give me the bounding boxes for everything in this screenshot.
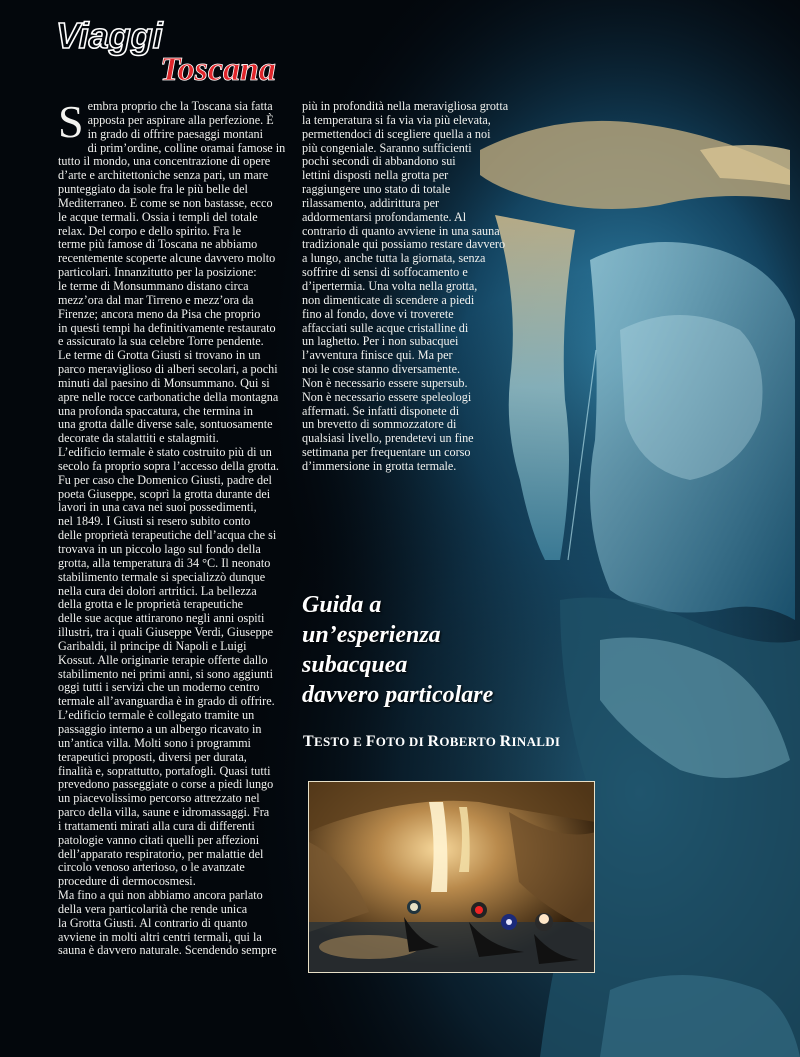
- text-line: particolari. Innanzitutto per la posizione:: [58, 265, 257, 280]
- text-line: una grotta dalle diverse sale, sontuosamente: [58, 417, 273, 432]
- text-line: delle sue acque attirarono negli anni ospiti: [58, 611, 265, 626]
- text-line: terme più famose di Toscana ne abbiamo: [58, 237, 258, 252]
- text-line: della vera particolarità che rende unica: [58, 901, 248, 916]
- text-line: stabilimento nei primi anni, si sono aggiunti: [58, 666, 273, 681]
- text-line: secolo fa proprio sopra l’accesso della grotta.: [58, 458, 279, 473]
- text-line: procedure di dermocosmesi.: [58, 874, 196, 889]
- byline-initial: T: [303, 733, 314, 750]
- text-line: d’ipertermia. Una volta nella grotta,: [302, 278, 478, 293]
- text-line: affermati. Se infatti disponete di: [302, 403, 460, 418]
- text-line: Ma fino a qui non abbiamo ancora parlato: [58, 888, 263, 903]
- text-line: grotta, alla temperatura di 34 °C. Il neonato: [58, 555, 271, 570]
- text-line: poeta Giuseppe, scoprì la grotta durante dei: [58, 486, 271, 501]
- text-line: apre nelle rocce carbonatiche della montagna: [58, 389, 279, 404]
- text-line: qualsiasi livello, prendetevi un fine: [302, 431, 474, 446]
- article-column-left: [58, 96, 292, 958]
- viaggi-toscana-logo: [52, 10, 292, 90]
- text-line: di prim’ordine, colline oramai famose in: [87, 140, 286, 155]
- text-line: dell’apparato respiratorio, per malattie del: [58, 846, 264, 861]
- text-line: recentemente scoperte alcune davvero molto: [58, 251, 276, 266]
- text-line: i trattamenti mirati alla cura di differenti: [58, 818, 255, 833]
- text-line: termale all’avanguardia è in grado di offrire.: [58, 694, 275, 709]
- byline-word: OBERTO: [439, 734, 500, 749]
- text-line: Le terme di Grotta Giusti si trovano in un: [58, 348, 261, 363]
- text-line: apposta per aspirare alla perfezione. È: [87, 112, 274, 127]
- text-line: a lungo, anche tutta la giornata, senza: [302, 251, 486, 266]
- text-line: avviene in molti altri centri termali, qui la: [58, 929, 262, 944]
- text-line: decorate da stalattiti e stalagmiti.: [58, 431, 219, 446]
- text-line: un laghetto. Per i non subacquei: [302, 334, 459, 349]
- text-line: Non è necessario essere supersub.: [302, 375, 468, 390]
- text-line: d’arte e architettoniche senza pari, un mare: [58, 168, 269, 183]
- text-line: lettini disposti nella grotta per: [302, 168, 449, 183]
- text-line: L’edificio termale è stato costruito più di un: [58, 445, 272, 460]
- text-line: le acque termali. Ossia i templi del totale: [58, 209, 258, 224]
- text-line: in questi tempi ha definitivamente restaurato: [58, 320, 276, 335]
- text-line: in grado di offrire paesaggi montani: [87, 126, 264, 141]
- text-line: Firenze; ancora meno da Pisa che proprio: [58, 306, 261, 321]
- text-line: relax. Del corpo e dello spirito. Fra le: [58, 223, 242, 238]
- text-line: la temperatura si fa via via più elevata,: [302, 112, 491, 127]
- text-line: prevedono passeggiate o corse a piedi lungo: [58, 777, 274, 792]
- text-line: lavori in una cava nei suoi possedimenti,: [58, 500, 257, 515]
- article-byline: [303, 733, 560, 751]
- text-line: soffrire di sensi di soffocamento e: [302, 265, 468, 280]
- text-line: contrario di quanto avviene in una sauna: [302, 223, 500, 238]
- text-line: Garibaldi, il principe di Napoli e Luigi: [58, 638, 247, 653]
- text-line: l’avventura finisce qui. Ma per: [302, 348, 453, 363]
- text-line: raggiungere uno stato di totale: [302, 182, 451, 197]
- dropcap-letter: S: [58, 96, 84, 147]
- text-line: Fu per caso che Domenico Giusti, padre del: [58, 472, 272, 487]
- article-headline: [302, 590, 632, 710]
- text-line: stabilimento termale si specializzò dunque: [58, 569, 266, 584]
- text-line: della grotta e le proprietà terapeutiche: [58, 597, 244, 612]
- text-line: parco meraviglioso di alberi secolari, a pochi: [58, 362, 278, 377]
- text-line: non dimenticate di scendere a piedi: [302, 292, 475, 307]
- text-line: L’edificio termale è collegato tramite un: [58, 708, 255, 723]
- divers-inset-photo: [308, 781, 595, 973]
- byline-initial: R: [427, 733, 440, 750]
- byline-initial: R: [499, 733, 512, 750]
- byline-word: INALDI: [511, 734, 561, 749]
- text-line: rilassamento, addirittura per: [302, 195, 440, 210]
- text-line: patologie vanno citati quelli per affezioni: [58, 832, 260, 847]
- text-line: un brevetto di sommozzatore di: [302, 417, 457, 432]
- headline-line: subacquea: [302, 652, 408, 678]
- text-line: sauna è davvero naturale. Scendendo sempre: [58, 943, 277, 958]
- headline-line: Guida a: [302, 592, 382, 618]
- text-line: addormentarsi profondamente. Al: [302, 209, 467, 224]
- text-line: embra proprio che la Toscana sia fatta: [87, 99, 273, 113]
- text-line: una profonda spaccatura, che termina in: [58, 403, 253, 418]
- text-line: passaggio interno a un albergo ricavato in: [58, 721, 262, 736]
- article-column-middle: [302, 100, 517, 474]
- text-line: fino al fondo, dove vi troverete: [302, 306, 454, 321]
- text-line: nel 1849. I Giusti si resero subito conto: [58, 514, 251, 529]
- text-line: delle proprietà terapeutiche dell’acqua che si: [58, 528, 277, 543]
- text-line: un piacevolissimo percorso attrezzato nel: [58, 791, 260, 806]
- text-line: e assicurato la sua celebre Torre pendente.: [58, 334, 264, 349]
- text-line: tradizionale qui possiamo restare davvero: [302, 237, 506, 252]
- byline-word: OTO DI: [375, 734, 428, 749]
- text-line: trovava in un piccolo lago sul fondo della: [58, 542, 261, 556]
- text-line: minuti dal paesino di Monsummano. Qui si: [58, 375, 270, 390]
- text-line: mezz’ora dal mar Tirreno e mezz’ora da: [58, 292, 254, 307]
- text-line: parco della villa, saune e idromassaggi. Fra: [58, 805, 270, 820]
- middle-column-text: [302, 100, 517, 474]
- text-line: Kossut. Alle originarie terapie offerte dallo: [58, 652, 268, 667]
- headline-line: davvero particolare: [302, 682, 494, 708]
- text-line: più in profondità nella meravigliosa grotta: [302, 99, 509, 113]
- text-line: più congeniale. Saranno sufficienti: [302, 140, 472, 155]
- text-line: Mediterraneo. E come se non bastasse, ecco: [58, 195, 273, 210]
- text-line: Non è necessario essere speleologi: [302, 389, 472, 404]
- text-line: finalità e, soprattutto, portafogli. Quasi tutti: [58, 763, 271, 778]
- text-line: permettendoci di scegliere quella a noi: [302, 126, 491, 141]
- text-line: oggi tutti i servizi che un moderno centro: [58, 680, 260, 695]
- logo-section-label: Viaggi: [56, 15, 163, 56]
- byline-initial: F: [365, 733, 376, 750]
- text-line: circolo venoso arterioso, o le avanzate: [58, 860, 245, 875]
- text-line: d’immersione in grotta termale.: [302, 458, 457, 473]
- text-line: noi le cose stanno diversamente.: [302, 362, 461, 377]
- text-line: la Grotta Giusti. Al contrario di quanto: [58, 915, 248, 930]
- left-column-text: [58, 96, 292, 958]
- text-line: nella cura dei dolori artritici. La bellezza: [58, 583, 257, 598]
- text-line: punteggiato da isole fra le più belle del: [58, 182, 248, 197]
- text-line: settimana per frequentare un corso: [302, 445, 471, 460]
- logo-region-label: Toscana: [160, 51, 276, 88]
- text-line: pochi secondi di abbandono sui: [302, 154, 456, 169]
- headline-line: un’esperienza: [302, 622, 441, 648]
- text-line: un’antica villa. Molti sono i programmi: [58, 735, 251, 750]
- text-line: tutto il mondo, una concentrazione di opere: [58, 154, 271, 169]
- text-line: illustri, tra i quali Giuseppe Verdi, Giuseppe: [58, 625, 274, 640]
- text-line: terapeutici proposti, diversi per durata,: [58, 749, 247, 764]
- text-line: affacciati sulle acque cristalline di: [302, 320, 469, 335]
- text-line: le terme di Monsummano distano circa: [58, 278, 249, 293]
- byline-word: ESTO E: [313, 734, 366, 749]
